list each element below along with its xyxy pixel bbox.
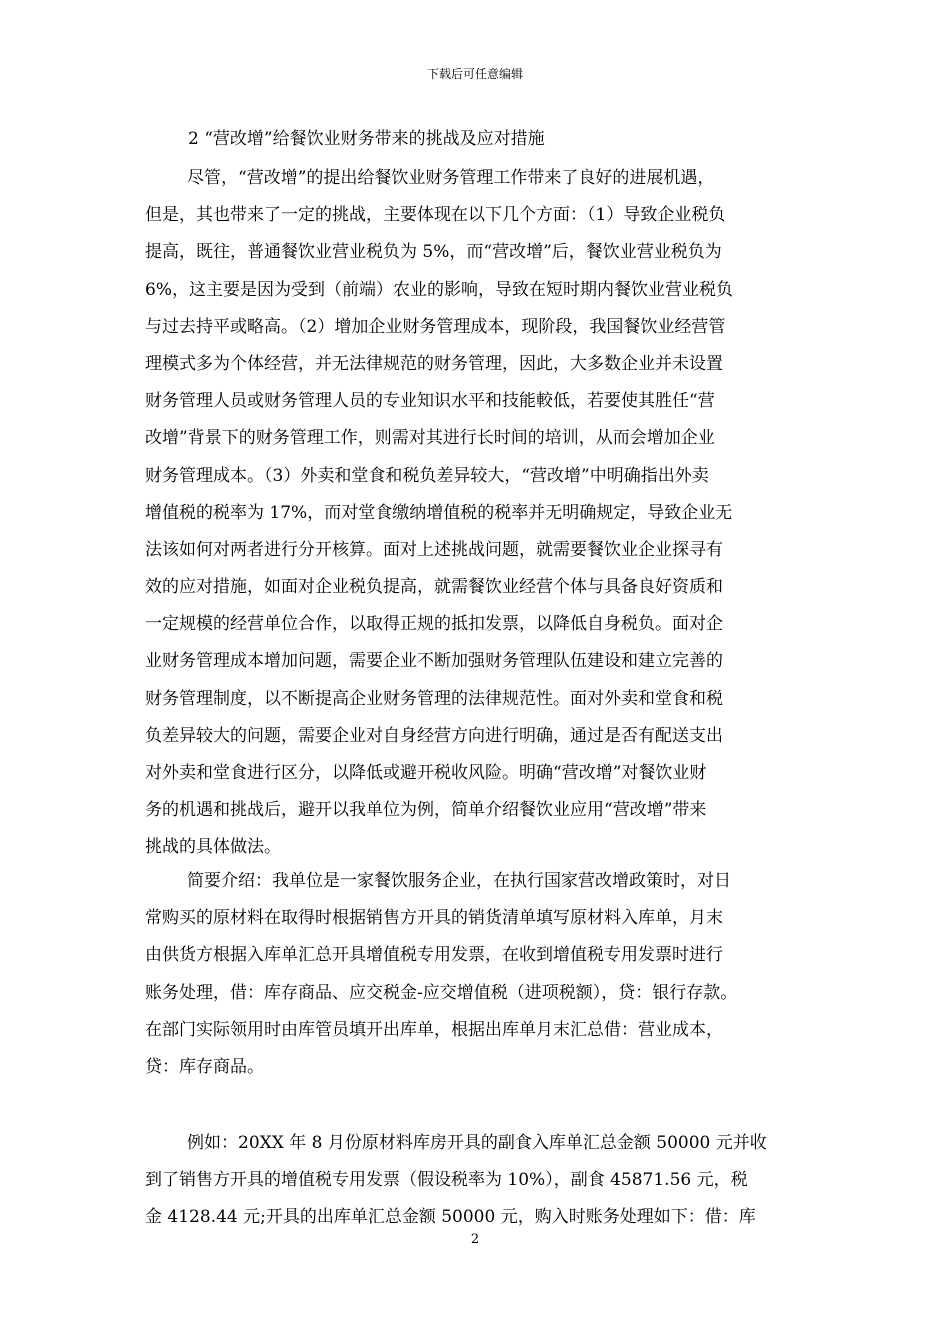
paragraph-line: 对外卖和堂食进行区分，以降低或避开税收风险。明确“营改增”对餐饮业财 xyxy=(145,763,707,783)
paragraph-line: 负差异较大的问题，需要企业对自身经营方向进行明确，通过是否有配送支出 xyxy=(145,725,723,746)
paragraph-1 xyxy=(145,160,805,867)
paragraph-line: 法该如何对两者进行分开核算。面对上述挑战问题，就需要餐饮业企业探寻有 xyxy=(145,539,723,560)
paragraph-line: 增值税的税率为 17%，而对堂食缴纳增值税的税率并无明确规定，导致企业无 xyxy=(145,502,733,523)
paragraph-line: 提高，既往，普通餐饮业营业税负为 5%，而“营改增”后，餐饮业营业税负为 xyxy=(145,242,722,263)
section-title: 2 “营改增”给餐饮业财务带来的挑战及应对措施 xyxy=(188,129,545,149)
paragraph-line: 常购买的原材料在取得时根据销售方开具的销货清单填写原材料入库单，月末 xyxy=(145,908,723,929)
paragraph-line: 挑战的具体做法。 xyxy=(145,837,281,858)
page-number: 2 xyxy=(470,1232,480,1247)
paragraph-line: 6%，这主要是因为受到（前端）农业的影响，导致在短时期内餐饮业营业税负 xyxy=(145,279,733,300)
paragraph-line: 改增”背景下的财务管理工作，则需对其进行长时间的培训，从而会增加企业 xyxy=(145,428,715,449)
paragraph-3 xyxy=(145,1125,805,1237)
paragraph-line: 一定规模的经营单位合作，以取得正规的抵扣发票，以降低自身税负。面对企 xyxy=(145,614,723,635)
paragraph-line: 账务处理，借：库存商品、应交税金-应交增值税（进项税额），贷：银行存款。 xyxy=(145,982,738,1003)
paragraph-line: 效的应对措施，如面对企业税负提高，就需餐饮业经营个体与具备良好资质和 xyxy=(145,577,723,598)
paragraph-line: 业财务管理成本增加问题，需要企业不断加强财务管理队伍建设和建立完善的 xyxy=(145,651,723,672)
paragraph-line: 与过去持平或略高。（2）增加企业财务管理成本，现阶段，我国餐饮业经营管 xyxy=(145,316,726,337)
paragraph-line: 由供货方根据入库单汇总开具增值税专用发票，在收到增值税专用发票时进行 xyxy=(145,945,723,966)
paragraph-line: 例如：20XX 年 8 月份原材料库房开具的副食入库单汇总金额 50000 元并收 xyxy=(187,1133,767,1153)
paragraph-line: 金 4128.44 元;开具的出库单汇总金额 50000 元，购入时账务处理如下：借：库 xyxy=(145,1207,756,1228)
paragraph-line: 但是，其也带来了一定的挑战，主要体现在以下几个方面：（1）导致企业税负 xyxy=(145,205,726,226)
paragraph-line: 尽管，“营改增”的提出给餐饮业财务管理工作带来了良好的进展机遇， xyxy=(187,168,715,188)
paragraph-line: 贷：库存商品。 xyxy=(145,1056,264,1077)
paragraph-line: 财务管理成本。（3）外卖和堂食和税负差异较大，“营改增”中明确指出外卖 xyxy=(145,465,709,486)
paragraph-line: 简要介绍：我单位是一家餐饮服务企业，在执行国家营改增政策时，对日 xyxy=(187,871,731,891)
paragraph-2 xyxy=(145,863,805,1086)
paragraph-line: 理模式多为个体经营，并无法律规范的财务管理，因此，大多数企业并未设置 xyxy=(145,353,723,374)
paragraph-line: 财务管理制度，以不断提高企业财务管理的法律规范性。面对外卖和堂食和税 xyxy=(145,688,723,709)
page-header: 下载后可任意编辑 xyxy=(426,67,523,81)
paragraph-line: 到了销售方开具的增值税专用发票（假设税率为 10%），副食 45871.56 元，税 xyxy=(145,1170,748,1191)
paragraph-line: 在部门实际领用时由库管员填开出库单，根据出库单月末汇总借：营业成本， xyxy=(145,1019,723,1040)
paragraph-line: 财务管理人员或财务管理人员的专业知识水平和技能較低，若要使其胜任“营 xyxy=(145,391,715,412)
paragraph-line: 务的机遇和挑战后，避开以我单位为例，简单介绍餐饮业应用“营改增”带来 xyxy=(145,800,707,821)
